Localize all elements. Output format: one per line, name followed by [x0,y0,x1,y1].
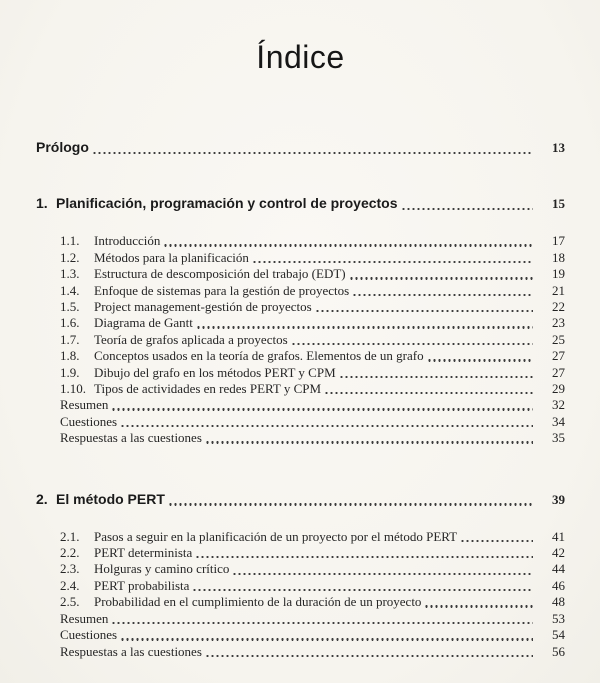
page-number: 17 [552,233,565,249]
toc-entry [60,233,565,249]
page-number: 46 [552,577,565,593]
toc-entry [60,594,565,610]
section-number: 1. [36,195,48,212]
toc-entry [60,250,565,266]
entry-label: Prólogo [36,139,89,156]
entry-number: 1.7. [60,331,80,347]
entry-number: 1.4. [60,282,80,298]
toc-section-heading [36,194,565,213]
page-number: 35 [552,430,565,446]
entry-title: Pasos a seguir en la planificación de un proyecto por el método PERT [94,528,458,544]
toc-entry [60,315,565,331]
dot-leader [193,315,535,331]
toc-entry [60,430,565,446]
dot-leader [117,414,535,430]
entry-number: 2.5. [60,594,80,610]
entry-title: Conceptos usados en la teoría de grafos. Elementos de un grafo [94,348,424,364]
entry-number: 1.6. [60,315,80,331]
dot-leader [457,529,535,545]
page-number: 27 [552,348,565,364]
toc-section-1 [36,194,565,446]
entry-title: Enfoque de sistemas para la gestión de proyectos [94,282,350,298]
page-number: 39 [552,491,565,507]
toc-entry [60,627,565,643]
toc-entry [60,611,565,627]
entry-title: Respuestas a las cuestiones [60,643,202,659]
toc-entry-prologue [36,138,565,157]
page-number: 34 [552,413,565,429]
entry-title: PERT determinista [94,545,193,561]
section-number: 2. [36,490,48,507]
entry-number: 1.8. [60,348,80,364]
dot-leader [202,430,535,446]
page-number: 56 [552,643,565,659]
entry-number: 2.3. [60,561,80,577]
dot-leader [249,250,535,266]
toc-entry [60,365,565,381]
toc-entry [60,397,565,413]
dot-leader [312,299,535,315]
toc-entry [60,578,565,594]
page-number: 41 [552,528,565,544]
toc-entry [60,266,565,282]
toc-entry [60,381,565,397]
entry-title: PERT probabilista [94,577,190,593]
entry-title: Project management-gestión de proyectos [94,299,312,315]
entry-title: Probabilidad en el cumplimiento de la duración de un proyecto [94,594,422,610]
entry-number: 1.1. [60,233,80,249]
dot-leader [229,561,535,577]
toc-entry [60,414,565,430]
entry-title: Tipos de actividades en redes PERT y CPM [94,381,322,397]
section-title: El método PERT [56,490,165,507]
entry-title: Holguras y camino crítico [94,561,230,577]
entry-number: 2.2. [60,545,80,561]
toc-section-heading [36,490,565,509]
page-number: 25 [552,331,565,347]
toc-entry [60,529,565,545]
entry-title: Teoría de grafos aplicada a proyectos [94,331,288,347]
page-number: 53 [552,610,565,626]
entry-title: Estructura de descomposición del trabajo (EDT) [94,266,346,282]
dot-leader [398,194,535,213]
toc-entry [60,545,565,561]
page-number: 15 [552,196,565,212]
page-number: 48 [552,594,565,610]
toc-entry [60,332,565,348]
toc-entry [60,561,565,577]
dot-leader [288,332,535,348]
page-number: 42 [552,545,565,561]
section-1-entries [60,233,565,446]
page-number: 19 [552,266,565,282]
dot-leader [108,397,535,413]
entry-title: Resumen [60,610,109,626]
dot-leader [346,266,535,282]
page-number: 22 [552,299,565,315]
section-title: Planificación, programación y control de proyectos [56,195,398,212]
dot-leader [89,138,535,157]
entry-title: Resumen [60,397,109,413]
page-number: 23 [552,315,565,331]
page-number: 32 [552,397,565,413]
entry-number: 1.9. [60,364,80,380]
entry-number: 1.3. [60,266,80,282]
dot-leader [192,545,535,561]
toc-entry [60,348,565,364]
dot-leader [108,611,535,627]
entry-title: Introducción [94,233,161,249]
toc-entry [60,299,565,315]
page-number: 44 [552,561,565,577]
page-number: 54 [552,627,565,643]
page-number: 18 [552,249,565,265]
entry-title: Cuestiones [60,413,118,429]
dot-leader [336,365,535,381]
dot-leader [165,490,535,509]
entry-number: 2.4. [60,577,80,593]
entry-title: Diagrama de Gantt [94,315,193,331]
toc-entry [60,283,565,299]
dot-leader [117,627,535,643]
toc-section-2 [36,490,565,660]
page-title: Índice [256,39,345,75]
entry-title: Métodos para la planificación [94,249,249,265]
page-number: 29 [552,381,565,397]
entry-number: 1.5. [60,299,80,315]
entry-number: 2.1. [60,528,80,544]
entry-title: Cuestiones [60,627,118,643]
toc-entry [60,644,565,660]
section-2-entries [60,529,565,660]
entry-title: Dibujo del grafo en los métodos PERT y CPM [94,364,336,380]
dot-leader [424,348,535,364]
entry-title: Respuestas a las cuestiones [60,430,202,446]
dot-leader [202,644,535,660]
dot-leader [160,233,535,249]
entry-number: 1.10. [60,381,86,397]
dot-leader [321,381,535,397]
page-number: 27 [552,364,565,380]
dot-leader [349,283,535,299]
entry-number: 1.2. [60,249,80,265]
page-number: 13 [552,140,565,156]
dot-leader [421,594,535,610]
page-number: 21 [552,282,565,298]
dot-leader [189,578,535,594]
